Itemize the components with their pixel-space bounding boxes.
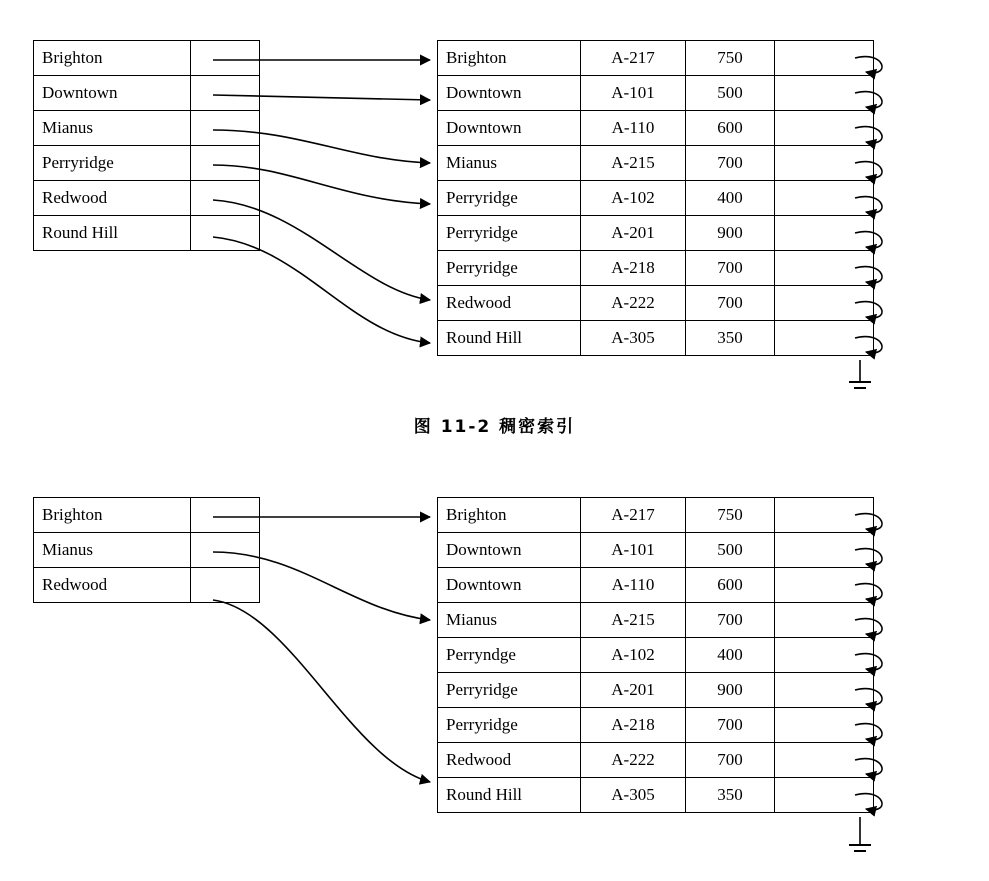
account-file-table-lower (437, 497, 874, 813)
index-pointer-cell (191, 181, 260, 216)
table-row (34, 216, 260, 251)
record-balance: 750 (686, 498, 775, 533)
index-pointer-cell (191, 216, 260, 251)
index-key: Perryridge (34, 146, 191, 181)
table-row (34, 111, 260, 146)
index-key: Downtown (34, 76, 191, 111)
table-row (438, 76, 874, 111)
index-key: Round Hill (34, 216, 191, 251)
record-balance: 900 (686, 673, 775, 708)
index-key: Brighton (34, 41, 191, 76)
record-chain-pointer (775, 111, 874, 146)
record-chain-pointer (775, 638, 874, 673)
table-row (438, 603, 874, 638)
record-account: A-110 (581, 111, 686, 146)
record-chain-pointer (775, 76, 874, 111)
record-account: A-217 (581, 498, 686, 533)
index-pointer-cell (191, 568, 260, 603)
record-account: A-102 (581, 638, 686, 673)
record-balance: 700 (686, 603, 775, 638)
record-balance: 700 (686, 708, 775, 743)
record-branch: Redwood (438, 286, 581, 321)
dense-index-table (33, 40, 260, 251)
record-balance: 700 (686, 146, 775, 181)
table-row (438, 251, 874, 286)
record-account: A-110 (581, 568, 686, 603)
record-chain-pointer (775, 708, 874, 743)
record-branch: Round Hill (438, 321, 581, 356)
record-branch: Perryridge (438, 181, 581, 216)
record-balance: 750 (686, 41, 775, 76)
record-account: A-217 (581, 41, 686, 76)
table-row (34, 76, 260, 111)
record-branch: Perryridge (438, 216, 581, 251)
index-key: Redwood (34, 568, 191, 603)
index-key: Mianus (34, 111, 191, 146)
record-account: A-102 (581, 181, 686, 216)
record-account: A-101 (581, 76, 686, 111)
record-chain-pointer (775, 778, 874, 813)
record-balance: 500 (686, 533, 775, 568)
record-chain-pointer (775, 321, 874, 356)
index-key: Brighton (34, 498, 191, 533)
index-pointer-cell (191, 498, 260, 533)
record-chain-pointer (775, 533, 874, 568)
index-pointer-cell (191, 533, 260, 568)
index-pointer-cell (191, 146, 260, 181)
index-pointer-cell (191, 76, 260, 111)
table-row (438, 533, 874, 568)
record-account: A-201 (581, 216, 686, 251)
table-row (34, 181, 260, 216)
record-chain-pointer (775, 568, 874, 603)
record-chain-pointer (775, 146, 874, 181)
record-branch: Perryridge (438, 708, 581, 743)
record-branch: Mianus (438, 146, 581, 181)
record-account: A-305 (581, 321, 686, 356)
record-account: A-218 (581, 708, 686, 743)
table-row (34, 498, 260, 533)
table-row (438, 778, 874, 813)
record-balance: 600 (686, 111, 775, 146)
record-balance: 350 (686, 321, 775, 356)
table-row (438, 498, 874, 533)
figure-caption: 图 11-2 稠密索引 (413, 417, 576, 437)
record-chain-pointer (775, 603, 874, 638)
record-balance: 600 (686, 568, 775, 603)
table-row (438, 638, 874, 673)
record-branch: Downtown (438, 111, 581, 146)
record-branch: Perryridge (438, 673, 581, 708)
record-branch: Downtown (438, 76, 581, 111)
record-balance: 500 (686, 76, 775, 111)
account-file-table-upper (437, 40, 874, 356)
record-account: A-201 (581, 673, 686, 708)
record-branch: Round Hill (438, 778, 581, 813)
record-account: A-215 (581, 146, 686, 181)
record-branch: Brighton (438, 41, 581, 76)
record-branch: Redwood (438, 743, 581, 778)
record-branch: Perryndge (438, 638, 581, 673)
record-account: A-218 (581, 251, 686, 286)
record-account: A-215 (581, 603, 686, 638)
record-branch: Perryridge (438, 251, 581, 286)
table-row (438, 181, 874, 216)
record-chain-pointer (775, 41, 874, 76)
record-balance: 400 (686, 181, 775, 216)
table-row (438, 321, 874, 356)
record-balance: 900 (686, 216, 775, 251)
record-branch: Downtown (438, 533, 581, 568)
table-row (34, 568, 260, 603)
record-balance: 700 (686, 743, 775, 778)
record-chain-pointer (775, 181, 874, 216)
index-pointer-cell (191, 41, 260, 76)
record-chain-pointer (775, 251, 874, 286)
record-chain-pointer (775, 286, 874, 321)
index-pointer-cell (191, 111, 260, 146)
table-row (34, 533, 260, 568)
record-chain-pointer (775, 216, 874, 251)
record-chain-pointer (775, 673, 874, 708)
table-row (438, 216, 874, 251)
table-row (438, 708, 874, 743)
index-key: Redwood (34, 181, 191, 216)
record-balance: 700 (686, 251, 775, 286)
record-branch: Brighton (438, 498, 581, 533)
record-balance: 350 (686, 778, 775, 813)
record-account: A-222 (581, 743, 686, 778)
table-row (438, 568, 874, 603)
table-row (34, 41, 260, 76)
record-account: A-305 (581, 778, 686, 813)
table-row (438, 673, 874, 708)
table-row (438, 286, 874, 321)
table-row (438, 743, 874, 778)
record-branch: Downtown (438, 568, 581, 603)
record-balance: 400 (686, 638, 775, 673)
record-account: A-222 (581, 286, 686, 321)
record-branch: Mianus (438, 603, 581, 638)
table-row (438, 41, 874, 76)
record-chain-pointer (775, 498, 874, 533)
record-chain-pointer (775, 743, 874, 778)
table-row (438, 146, 874, 181)
table-row (34, 146, 260, 181)
table-row (438, 111, 874, 146)
record-account: A-101 (581, 533, 686, 568)
sparse-index-table (33, 497, 260, 603)
record-balance: 700 (686, 286, 775, 321)
index-key: Mianus (34, 533, 191, 568)
